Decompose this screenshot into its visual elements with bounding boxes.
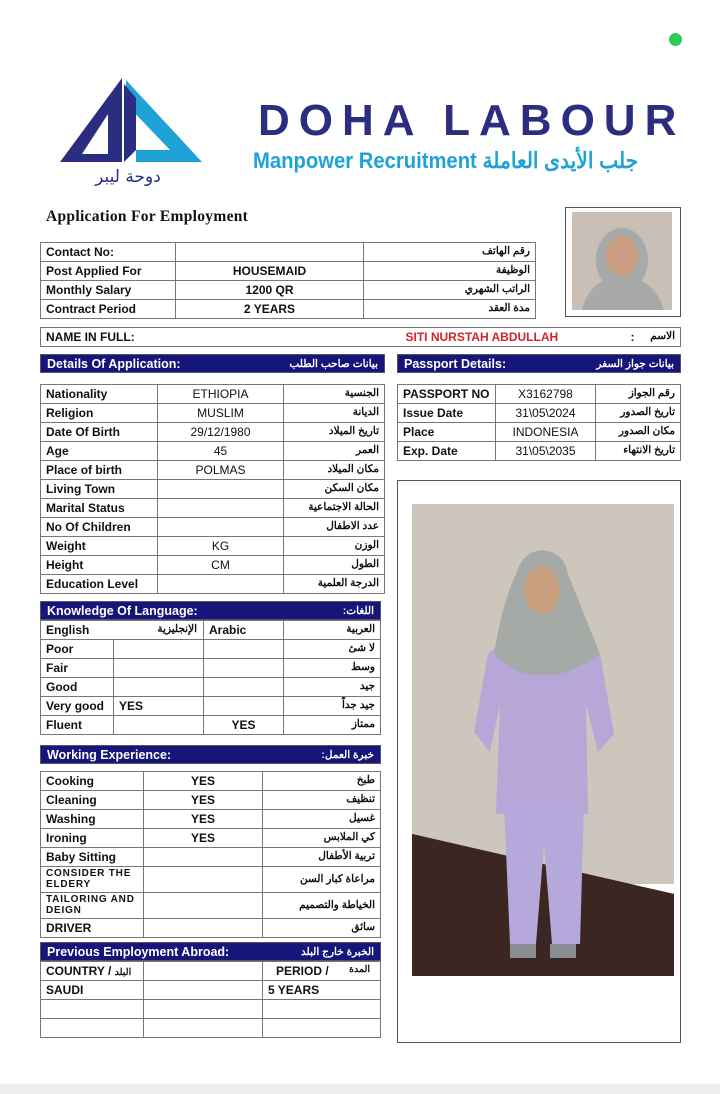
info-row	[41, 281, 536, 300]
details-title: Details Of Application:	[47, 356, 181, 371]
details-row	[41, 423, 385, 442]
skill-label-ar: سائق	[263, 919, 381, 938]
portrait-photo-frame	[565, 207, 681, 317]
level-label-ar: جيد جداً	[284, 697, 381, 716]
info-row	[41, 243, 536, 262]
language-header	[40, 601, 381, 620]
level-label: Fair	[41, 659, 114, 678]
skill-label: DRIVER	[41, 919, 144, 938]
field-label-ar: الديانة	[284, 404, 385, 423]
experience-row	[41, 893, 381, 919]
abroad-head-empty	[144, 962, 263, 981]
subtitle-en: Manpower Recruitment	[253, 148, 477, 173]
language-head-row	[41, 621, 381, 640]
full-name: SITI NURSTAH ABDULLAH	[401, 328, 626, 347]
abroad-title-ar: الخبرة خارج البلد	[300, 945, 374, 958]
level-label: Poor	[41, 640, 114, 659]
experience-title-ar: خبرة العمل:	[321, 748, 374, 761]
skill-label-ar: غسيل	[263, 810, 381, 829]
form-title: Application For Employment	[46, 208, 249, 225]
language-table	[40, 620, 381, 735]
skill-label: Cleaning	[41, 791, 144, 810]
experience-header	[40, 745, 381, 764]
field-label-ar: مدة العقد	[364, 300, 536, 319]
english-value	[114, 716, 204, 735]
abroad-mid-value	[144, 1000, 263, 1019]
field-label-ar: رقم الهاتف	[364, 243, 536, 262]
passport-header	[397, 354, 681, 373]
details-row	[41, 575, 385, 594]
language-row	[41, 697, 381, 716]
name-colon: :	[626, 328, 646, 347]
field-label-ar: الجنسية	[284, 385, 385, 404]
field-value	[176, 243, 364, 262]
field-label: Religion	[41, 404, 158, 423]
field-label-ar: الحالة الاجتماعية	[284, 499, 385, 518]
passport-title-ar: بيانات جواز السفر	[596, 357, 674, 370]
field-value	[158, 518, 284, 537]
field-label: No Of Children	[41, 518, 158, 537]
arabic-value	[204, 697, 284, 716]
experience-row	[41, 848, 381, 867]
abroad-table	[40, 961, 381, 1038]
abroad-head-row	[41, 962, 381, 981]
field-value: MUSLIM	[158, 404, 284, 423]
skill-label-ar: مراعاة كبار السن	[263, 867, 381, 893]
skill-value	[144, 893, 263, 919]
arabic-value	[204, 659, 284, 678]
skill-label: TAILORING AND DEIGN	[41, 893, 144, 919]
field-label-ar: مكان الصدور	[596, 423, 681, 442]
passport-title: Passport Details:	[404, 356, 507, 371]
field-label: Marital Status	[41, 499, 158, 518]
skill-value: YES	[144, 772, 263, 791]
arabic-value	[204, 640, 284, 659]
skill-label: Baby Sitting	[41, 848, 144, 867]
english-value	[114, 640, 204, 659]
field-label-ar: الوظيفة	[364, 262, 536, 281]
field-label: Height	[41, 556, 158, 575]
field-label: Place	[398, 423, 496, 442]
field-value: 1200 QR	[176, 281, 364, 300]
skill-label: Ironing	[41, 829, 144, 848]
full-body-photo	[412, 504, 674, 976]
english-label: English	[46, 622, 90, 637]
field-label-ar: رقم الجواز	[596, 385, 681, 404]
experience-row	[41, 829, 381, 848]
field-label: Education Level	[41, 575, 158, 594]
field-value	[158, 575, 284, 594]
details-row	[41, 537, 385, 556]
skill-value: YES	[144, 791, 263, 810]
english-label-ar: الإنجليزية	[157, 622, 197, 635]
details-title-ar: بيانات صاحب الطلب	[289, 357, 378, 370]
period-value	[263, 1019, 381, 1038]
abroad-mid-value	[144, 981, 263, 1000]
skill-label: Washing	[41, 810, 144, 829]
level-label-ar: ممتاز	[284, 716, 381, 735]
field-value: 45	[158, 442, 284, 461]
country-label: COUNTRY /	[46, 963, 115, 978]
info-row	[41, 262, 536, 281]
country-value: SAUDI	[41, 981, 144, 1000]
field-label: Contact No:	[41, 243, 176, 262]
field-value: HOUSEMAID	[176, 262, 364, 281]
period-value: 5 YEARS	[263, 981, 381, 1000]
language-row	[41, 678, 381, 697]
field-label: Weight	[41, 537, 158, 556]
skill-label-ar: تربية الأطفال	[263, 848, 381, 867]
abroad-row	[41, 1000, 381, 1019]
details-table	[40, 384, 385, 594]
field-value: 31\05\2035	[496, 442, 596, 461]
details-row	[41, 499, 385, 518]
english-value	[114, 678, 204, 697]
company-name: DOHA LABOUR	[258, 96, 686, 145]
details-row	[41, 385, 385, 404]
field-label: PASSPORT NO	[398, 385, 496, 404]
abroad-row	[41, 981, 381, 1000]
field-label-ar: تاريخ الصدور	[596, 404, 681, 423]
name-row	[40, 327, 681, 347]
arabic-value: YES	[204, 716, 284, 735]
field-value: KG	[158, 537, 284, 556]
language-row	[41, 716, 381, 735]
country-value	[41, 1000, 144, 1019]
status-dot	[669, 33, 682, 46]
level-label-ar: لا شئ	[284, 640, 381, 659]
field-label-ar: مكان الميلاد	[284, 461, 385, 480]
field-label: Issue Date	[398, 404, 496, 423]
skill-label-ar: تنظيف	[263, 791, 381, 810]
field-value: 2 YEARS	[176, 300, 364, 319]
field-value: 29/12/1980	[158, 423, 284, 442]
country-label-ar: البلد	[114, 966, 132, 978]
info-row	[41, 300, 536, 319]
abroad-row	[41, 1019, 381, 1038]
country-value	[41, 1019, 144, 1038]
field-label: Living Town	[41, 480, 158, 499]
abroad-header	[40, 942, 381, 961]
field-label: Age	[41, 442, 158, 461]
field-label-ar: مكان السكن	[284, 480, 385, 499]
skill-value	[144, 919, 263, 938]
passport-row	[398, 442, 681, 461]
company-logo	[52, 74, 204, 186]
logo-text-ar: دوحة ليبر	[95, 167, 161, 186]
field-value	[158, 499, 284, 518]
field-label-ar: الوزن	[284, 537, 385, 556]
field-value: POLMAS	[158, 461, 284, 480]
english-value	[114, 659, 204, 678]
arabic-label-ar: العربية	[284, 621, 381, 640]
field-label-ar: الطول	[284, 556, 385, 575]
passport-table	[397, 384, 681, 461]
field-label: Exp. Date	[398, 442, 496, 461]
experience-row	[41, 919, 381, 938]
period-label-ar: المدة	[349, 963, 370, 975]
details-row	[41, 461, 385, 480]
details-header	[40, 354, 385, 373]
field-value: ETHIOPIA	[158, 385, 284, 404]
subtitle-ar: جلب الأيدى العاملة	[482, 148, 639, 173]
skill-value	[144, 867, 263, 893]
field-value: 31\05\2024	[496, 404, 596, 423]
field-label-ar: الدرجة العلمية	[284, 575, 385, 594]
details-row	[41, 518, 385, 537]
experience-row	[41, 772, 381, 791]
skill-label: CONSIDER THE ELDERY	[41, 867, 144, 893]
experience-row	[41, 791, 381, 810]
details-row	[41, 442, 385, 461]
field-label-ar: الراتب الشهري	[364, 281, 536, 300]
skill-value	[144, 848, 263, 867]
field-value: CM	[158, 556, 284, 575]
skill-label-ar: الخياطة والتصميم	[263, 893, 381, 919]
abroad-title: Previous Employment Abroad:	[47, 944, 230, 959]
field-value: INDONESIA	[496, 423, 596, 442]
details-row	[41, 404, 385, 423]
experience-table	[40, 771, 381, 938]
country-head	[41, 962, 144, 981]
experience-row	[41, 810, 381, 829]
field-label: Nationality	[41, 385, 158, 404]
skill-label-ar: طبخ	[263, 772, 381, 791]
field-label: Post Applied For	[41, 262, 176, 281]
skill-label: Cooking	[41, 772, 144, 791]
details-row	[41, 556, 385, 575]
passport-row	[398, 385, 681, 404]
language-title: Knowledge Of Language:	[47, 603, 198, 618]
field-value	[158, 480, 284, 499]
arabic-label: Arabic	[204, 621, 284, 640]
language-row	[41, 659, 381, 678]
field-label-ar: العمر	[284, 442, 385, 461]
english-col	[41, 621, 204, 640]
full-photo-frame	[397, 480, 681, 1043]
period-head	[263, 962, 381, 981]
level-label: Very good	[41, 697, 114, 716]
skill-value: YES	[144, 810, 263, 829]
experience-row	[41, 867, 381, 893]
top-info-table	[40, 242, 536, 319]
passport-row	[398, 404, 681, 423]
skill-value: YES	[144, 829, 263, 848]
level-label-ar: وسط	[284, 659, 381, 678]
skill-label-ar: كي الملابس	[263, 829, 381, 848]
period-label: PERIOD /	[276, 963, 329, 978]
field-label: Monthly Salary	[41, 281, 176, 300]
field-label: Contract Period	[41, 300, 176, 319]
level-label: Good	[41, 678, 114, 697]
field-label-ar: عدد الاطفال	[284, 518, 385, 537]
level-label-ar: جيد	[284, 678, 381, 697]
period-value	[263, 1000, 381, 1019]
name-label-ar: الاسم	[646, 328, 681, 347]
name-label: NAME IN FULL:	[41, 328, 401, 347]
field-value: X3162798	[496, 385, 596, 404]
portrait-photo	[572, 212, 672, 310]
bottom-bar	[0, 1084, 720, 1094]
field-label-ar: تاريخ الانتهاء	[596, 442, 681, 461]
experience-title: Working Experience:	[47, 747, 172, 762]
abroad-mid-value	[144, 1019, 263, 1038]
language-title-ar: اللغات:	[342, 604, 374, 617]
field-label: Place of birth	[41, 461, 158, 480]
passport-row	[398, 423, 681, 442]
field-label-ar: تاريخ الميلاد	[284, 423, 385, 442]
details-row	[41, 480, 385, 499]
language-row	[41, 640, 381, 659]
arabic-value	[204, 678, 284, 697]
english-value: YES	[114, 697, 204, 716]
company-subtitle	[253, 148, 638, 174]
field-label: Date Of Birth	[41, 423, 158, 442]
level-label: Fluent	[41, 716, 114, 735]
